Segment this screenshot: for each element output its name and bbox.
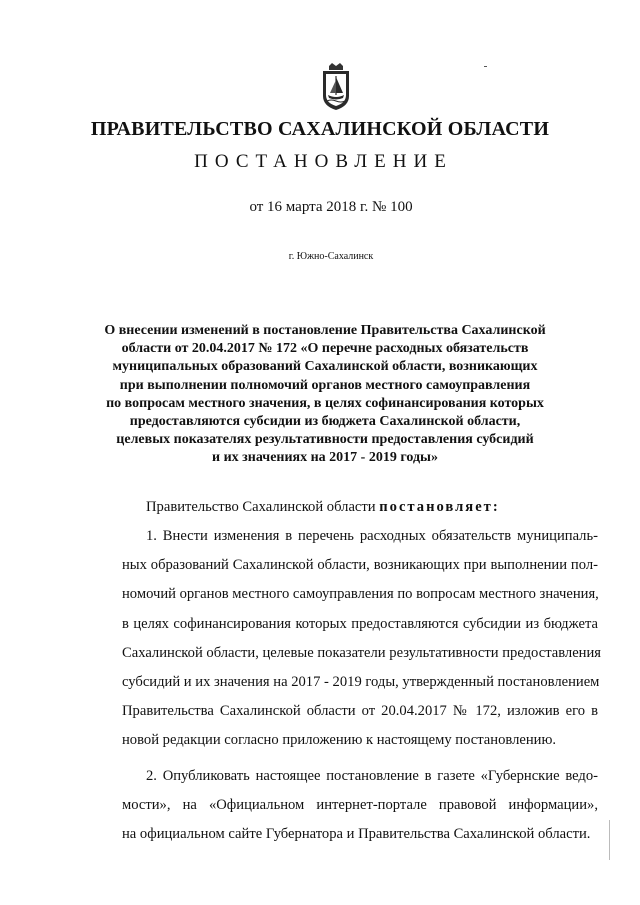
document-type: ПОСТАНОВЛЕНИЕ <box>194 151 453 172</box>
subject-line: и их значениях на 2017 - 2019 годы» <box>212 450 438 466</box>
item-1-line: ных образований Сахалинской области, возникающих при выполнении пол- <box>122 557 598 574</box>
scan-speck <box>484 66 487 67</box>
item-1-line: Сахалинской области, целевые показатели результативности предоставления <box>122 644 602 661</box>
item-2-line: 2. Опубликовать настоящее постановление в газете «Губернские ведо- <box>146 767 598 784</box>
item-1-line: 1. Внести изменения в перечень расходных обязательств муниципаль- <box>146 528 598 544</box>
government-title: ПРАВИТЕЛЬСТВО САХАЛИНСКОЙ ОБЛАСТИ <box>90 118 550 140</box>
document-body <box>122 497 602 849</box>
subject-line: области от 20.04.2017 № 172 «О перечне расходных обязательств <box>121 341 529 357</box>
subject-line: муниципальных образований Сахалинской области, возникающих <box>112 359 538 375</box>
item-1-line: номочий органов местного самоуправления по вопросам местного значения, <box>122 586 599 603</box>
item-2-line: мости», на «Официальном интернет-портале правовой информации», <box>122 796 598 813</box>
item-1-line: субсидий и их значения на 2017 - 2019 годы, утвержденный постановлением <box>122 674 600 691</box>
subject-line: предоставляются субсидии из бюджета Сахалинской области, <box>129 414 521 430</box>
intro-resolves: постановляет: <box>379 499 500 515</box>
subject-line: по вопросам местного значения, в целях софинансирования которых <box>106 395 544 411</box>
document-city: г. Южно-Сахалинск <box>288 251 374 262</box>
document-date-number: от 16 марта 2018 г. № 100 <box>249 199 413 215</box>
item-2-line: на официальном сайте Губернатора и Правительства Сахалинской области. <box>122 826 591 843</box>
scan-edge-mark <box>609 820 610 860</box>
item-2-paragraph <box>122 762 598 850</box>
subject-line: целевых показателях результативности предоставления субсидий <box>116 432 534 448</box>
item-1-paragraph <box>122 522 602 756</box>
item-1-line: Правительства Сахалинской области от 20.04.2017 № 172, изложив его в <box>122 703 598 720</box>
resolution-intro <box>122 497 598 517</box>
subject-line: О внесении изменений в постановление Правительства Сахалинской <box>104 323 546 338</box>
item-1-line: новой редакции согласно приложению к настоящему постановлению. <box>122 732 557 749</box>
subject-line: при выполнении полномочий органов местного самоуправления <box>119 377 531 393</box>
sakhalin-coat-of-arms-icon <box>321 62 351 112</box>
item-1-line: в целях софинансирования которых предоставляются субсидии из бюджета <box>122 615 598 632</box>
document-subject <box>70 322 580 468</box>
intro-prefix: Правительство Сахалинской области <box>146 499 376 515</box>
